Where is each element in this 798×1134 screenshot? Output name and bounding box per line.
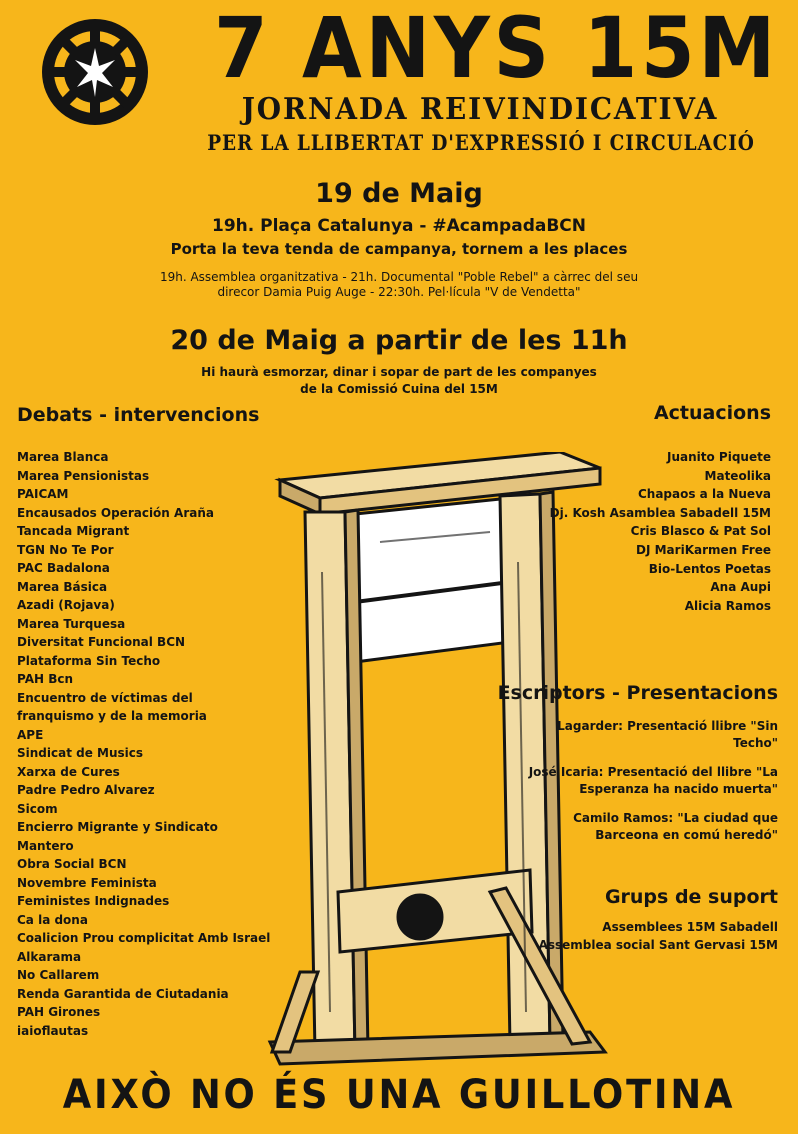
list-item: Novembre Feminista [17, 875, 157, 890]
list-item: No Callarem [17, 968, 100, 982]
list-item: Encierro Migrante y Sindicato [17, 820, 218, 834]
list-item: Marea Blanca [17, 450, 109, 464]
list-item: PAICAM [17, 487, 69, 501]
list-item: Mateolika [704, 468, 771, 483]
day1-tent-note: Porta la teva tenda de campanya, tornem a les places [170, 240, 628, 258]
day2-date: 20 de Maig a partir de les 11h [170, 325, 628, 356]
list-item: TGN No Te Por [17, 542, 114, 557]
list-item: PAH Bcn [17, 672, 74, 686]
list-item: Xarxa de Cures [17, 764, 120, 779]
list-item: Dj. Kosh Asamblea Sabadell 15M [549, 505, 771, 520]
list-item: franquismo y de la memoria [17, 709, 207, 723]
list-item: Marea Pensionistas [17, 468, 150, 483]
actuacions-list [550, 448, 771, 615]
list-item: Mantero [17, 838, 74, 853]
list-item: Padre Pedro Alvarez [17, 783, 155, 797]
poster-title: 7 ANYS 15M [214, 0, 779, 97]
list-item: Ana Aupi [710, 580, 771, 595]
day1-date: 19 de Maig [315, 178, 483, 209]
debats-list [17, 448, 317, 1040]
day2-food-line: de la Comissió Cuina del 15M [300, 382, 498, 396]
list-item: Lagarder: Presentació llibre "Sin Techo" [557, 719, 778, 750]
list-item: Renda Garantida de Ciutadania [17, 986, 229, 1001]
list-item: Marea Turquesa [17, 616, 126, 631]
day1-program [0, 270, 798, 300]
list-item: Encuentro de víctimas del [17, 690, 193, 705]
grups-heading: Grups de suport [604, 886, 778, 908]
list-item: José Icaria: Presentació del llibre "La Esperanza ha nacido muerta" [528, 765, 778, 796]
list-item: Obra Social BCN [17, 857, 127, 871]
list-item: Assemblees 15M Sabadell [602, 920, 778, 934]
poster-subtitle-secondary: PER LA LLIBERTAT D'EXPRESSIÓ I CIRCULACIÓ [207, 130, 755, 155]
day1-location: 19h. Plaça Catalunya - #AcampadaBCN [212, 216, 586, 236]
poster-subtitle: JORNADA REIVINDICATIVA [241, 92, 719, 127]
list-item: Coalicion Prou complicitat Amb Israel [17, 931, 271, 945]
list-item: Azadi (Rojava) [17, 598, 115, 612]
escriptors-list [518, 718, 778, 856]
list-item: Assemblea social Sant Gervasi 15M [538, 938, 778, 952]
list-item: PAC Badalona [17, 561, 110, 575]
grups-list [539, 918, 778, 954]
star-wheel-logo-icon [40, 17, 150, 127]
list-item: Sicom [17, 801, 58, 816]
list-item: Cris Blasco & Pat Sol [630, 524, 771, 539]
list-item: Diversitat Funcional BCN [17, 635, 186, 649]
debats-heading: Debats - intervencions [17, 404, 260, 426]
list-item: Camilo Ramos: "La ciudad que Barceona en comú heredó" [573, 811, 778, 842]
escriptors-heading: Escriptors - Presentacions [497, 682, 778, 704]
list-item: Alkarama [17, 949, 82, 964]
actuacions-heading: Actuacions [653, 402, 771, 424]
day1-program-line: 19h. Assemblea organitzativa - 21h. Documental "Poble Rebel" a càrrec del seu [159, 270, 639, 284]
list-item: Encausados Operación Araña [17, 505, 214, 520]
list-item: Juanito Piquete [667, 450, 771, 464]
day1-program-line: direcor Damia Puig Auge - 22:30h. Pel·lícula "V de Vendetta" [217, 285, 581, 299]
list-item: Tancada Migrant [17, 524, 130, 538]
day2-food-line: Hi haurà esmorzar, dinar i sopar de part de les companyes [201, 365, 597, 379]
footer-slogan: AIXÒ NO ÉS UNA GUILLOTINA [62, 1072, 736, 1118]
list-item: Marea Básica [17, 579, 108, 594]
list-item: Sindicat de Musics [17, 746, 144, 760]
list-item: Plataforma Sin Techo [17, 653, 161, 668]
list-item: APE [17, 727, 44, 742]
list-item: PAH Girones [17, 1005, 101, 1019]
list-item: Alicia Ramos [684, 598, 771, 613]
list-item: Bio-Lentos Poetas [648, 561, 771, 576]
list-item: Feministes Indignades [17, 894, 170, 908]
list-item: DJ MariKarmen Free [636, 542, 771, 557]
list-item: Ca la dona [17, 912, 88, 927]
list-item: Chapaos a la Nueva [637, 487, 771, 502]
day2-food-note [0, 364, 798, 398]
list-item: iaioflautas [17, 1023, 89, 1038]
